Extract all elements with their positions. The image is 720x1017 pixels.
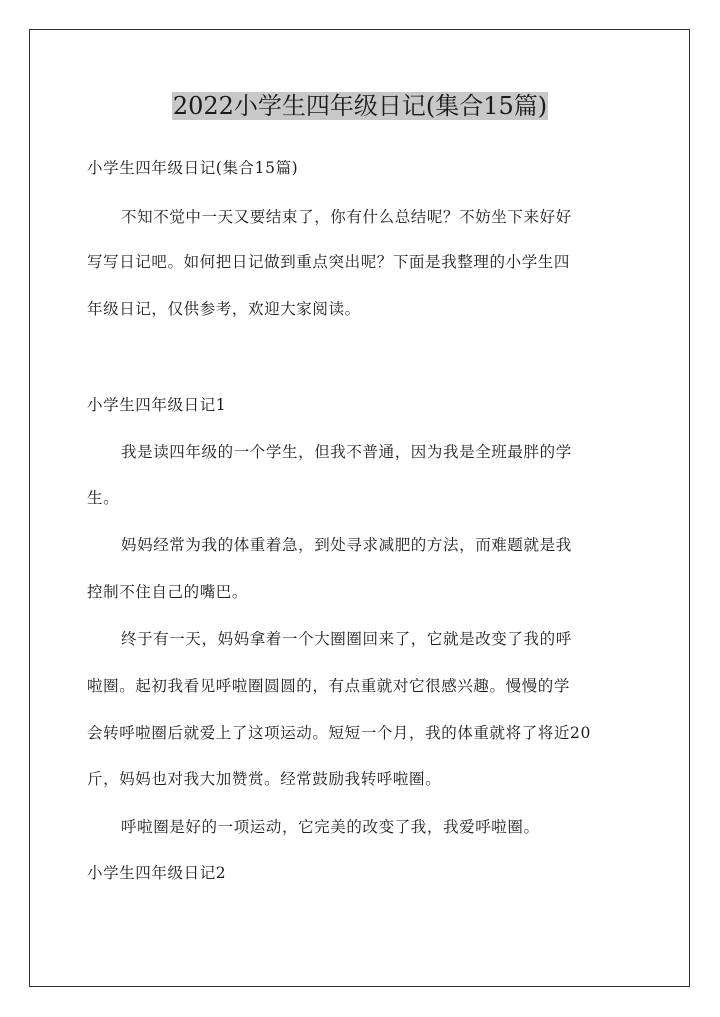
paragraph-line: 终于有一天，妈妈拿着一个大圈圈回来了，它就是改变了我的呼 — [121, 630, 572, 648]
intro-line-2: 写写日记吧。如何把日记做到重点突出呢？下面是我整理的小学生四 — [87, 253, 571, 271]
subtitle-line: 小学生四年级日记(集合15篇) — [87, 159, 299, 177]
paragraph-line: 呼啦圈是好的一项运动，它完美的改变了我，我爱呼啦圈。 — [121, 818, 540, 836]
paragraph-line: 会转呼啦圈后就爱上了这项运动。短短一个月，我的体重就将了将近20 — [87, 724, 591, 742]
paragraph-line: 斤，妈妈也对我大加赞赏。经常鼓励我转呼啦圈。 — [87, 770, 442, 788]
intro-line-3: 年级日记，仅供参考，欢迎大家阅读。 — [87, 300, 361, 318]
paragraph-line: 我是读四年级的一个学生，但我不普通，因为我是全班最胖的学 — [121, 443, 572, 461]
section-heading-2: 小学生四年级日记2 — [87, 864, 227, 882]
document-title — [0, 88, 720, 124]
section-heading-1: 小学生四年级日记1 — [87, 396, 227, 414]
paragraph-line: 控制不住自己的嘴巴。 — [87, 583, 249, 601]
paragraph-line: 妈妈经常为我的体重着急，到处寻求减肥的方法，而难题就是我 — [121, 536, 572, 554]
document-title-text: 2022小学生四年级日记(集合15篇) — [172, 92, 548, 120]
paragraph-line: 生。 — [87, 489, 120, 507]
intro-line-1: 不知不觉中一天又要结束了，你有什么总结呢？不妨坐下来好好 — [121, 208, 572, 226]
paragraph-line: 啦圈。起初我看见呼啦圈圆圆的，有点重就对它很感兴趣。慢慢的学 — [87, 677, 571, 695]
